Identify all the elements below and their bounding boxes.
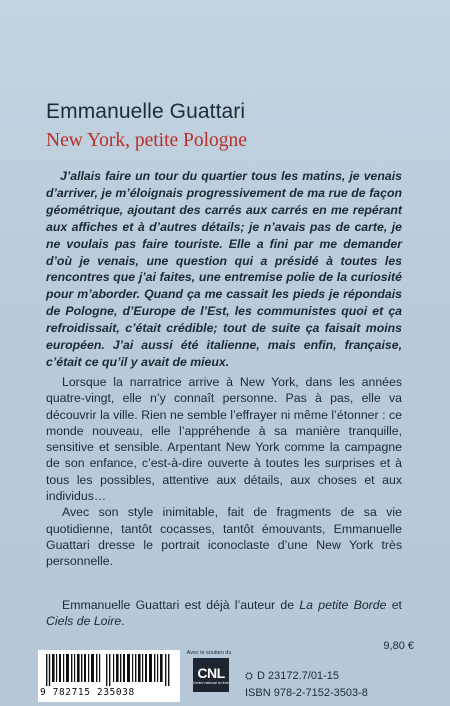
author-bio bbox=[46, 597, 402, 630]
summary-paragraph-2: Avec son style inimitable, fait de fragments de sa vie quotidienne, tantôt cocasses, tantôt émouvants, Emmanuelle Guattari dresse le portrait iconoclaste d’une New York très personnelle. bbox=[46, 505, 402, 569]
bio-book-2: Ciels de Loire bbox=[46, 614, 122, 629]
dilicom-code: D 23172.7/01-15 bbox=[257, 670, 339, 682]
author-name: Emmanuelle Guattari bbox=[46, 100, 246, 123]
cnl-logo-subtext: Centre national du livre bbox=[193, 680, 229, 685]
barcode-bars-icon bbox=[46, 654, 174, 686]
cnl-logo bbox=[193, 658, 229, 692]
bio-text-start: Emmanuelle Guattari est déjà l’auteur de bbox=[62, 598, 300, 612]
book-title: New York, petite Pologne bbox=[46, 130, 247, 151]
cnl-logo-text: CNL bbox=[197, 664, 225, 681]
summary bbox=[46, 374, 402, 570]
cnl-support bbox=[188, 650, 234, 706]
publisher-mark-icon: ⛭ bbox=[245, 671, 253, 682]
cnl-support-text: Avec le soutien du bbox=[186, 650, 232, 656]
summary-paragraph-1: Lorsque la narratrice arrive à New York, dans les années quatre-vingt, elle n’y connaît personne. Pas à pas, elle va découvrir la ville. Rien ne semble l’effrayer ni même l’étonner : ce monde nouveau, elle l’appréhende à sa manière tranquille, sensitive et sensible. Arpentant New York comme la campagne de son enfance, c’est-à-dire ouverte à toutes les surprises et à tous les possibles, attentive aux détails, aux choses et aux individus… bbox=[46, 375, 402, 504]
dilicom-code-line bbox=[245, 668, 368, 685]
excerpt-blurb: J’allais faire un tour du quartier tous les matins, je venais d’arriver, je m’éloignais progressivement de ma rue de façon géométrique, ajoutant des carrés aux carrés en me repérant aux affiches et à d’autres détails; je n’avais pas de carte, je ne voulais pas faire touriste. Elle a fini par me demander d’où je venais, une question qui a présidé à toutes les rencontres que j’ai faites, une entremise polie de la curiosité pour m’aborder. Quand ça me cassait les pieds je répondais de Pologne, d’Europe de l’Est, les communistes quoi et ça refroidissait, c’était crédible; tout de suite ça faisait moins européen. J’ai aussi été italienne, mais enfin, française, c’était ce qu’il y avait de mieux. bbox=[46, 169, 402, 369]
barcode-number: 9 782715 235038 bbox=[40, 687, 135, 698]
bio-text-mid: et bbox=[386, 598, 402, 612]
bio-book-1: La petite Borde bbox=[299, 598, 387, 612]
isbn: ISBN 978-2-7152-3503-8 bbox=[245, 687, 368, 699]
book-codes bbox=[245, 668, 368, 701]
bio-text-end: . bbox=[121, 614, 125, 629]
price: 9,80 € bbox=[383, 640, 414, 652]
barcode bbox=[38, 650, 180, 702]
